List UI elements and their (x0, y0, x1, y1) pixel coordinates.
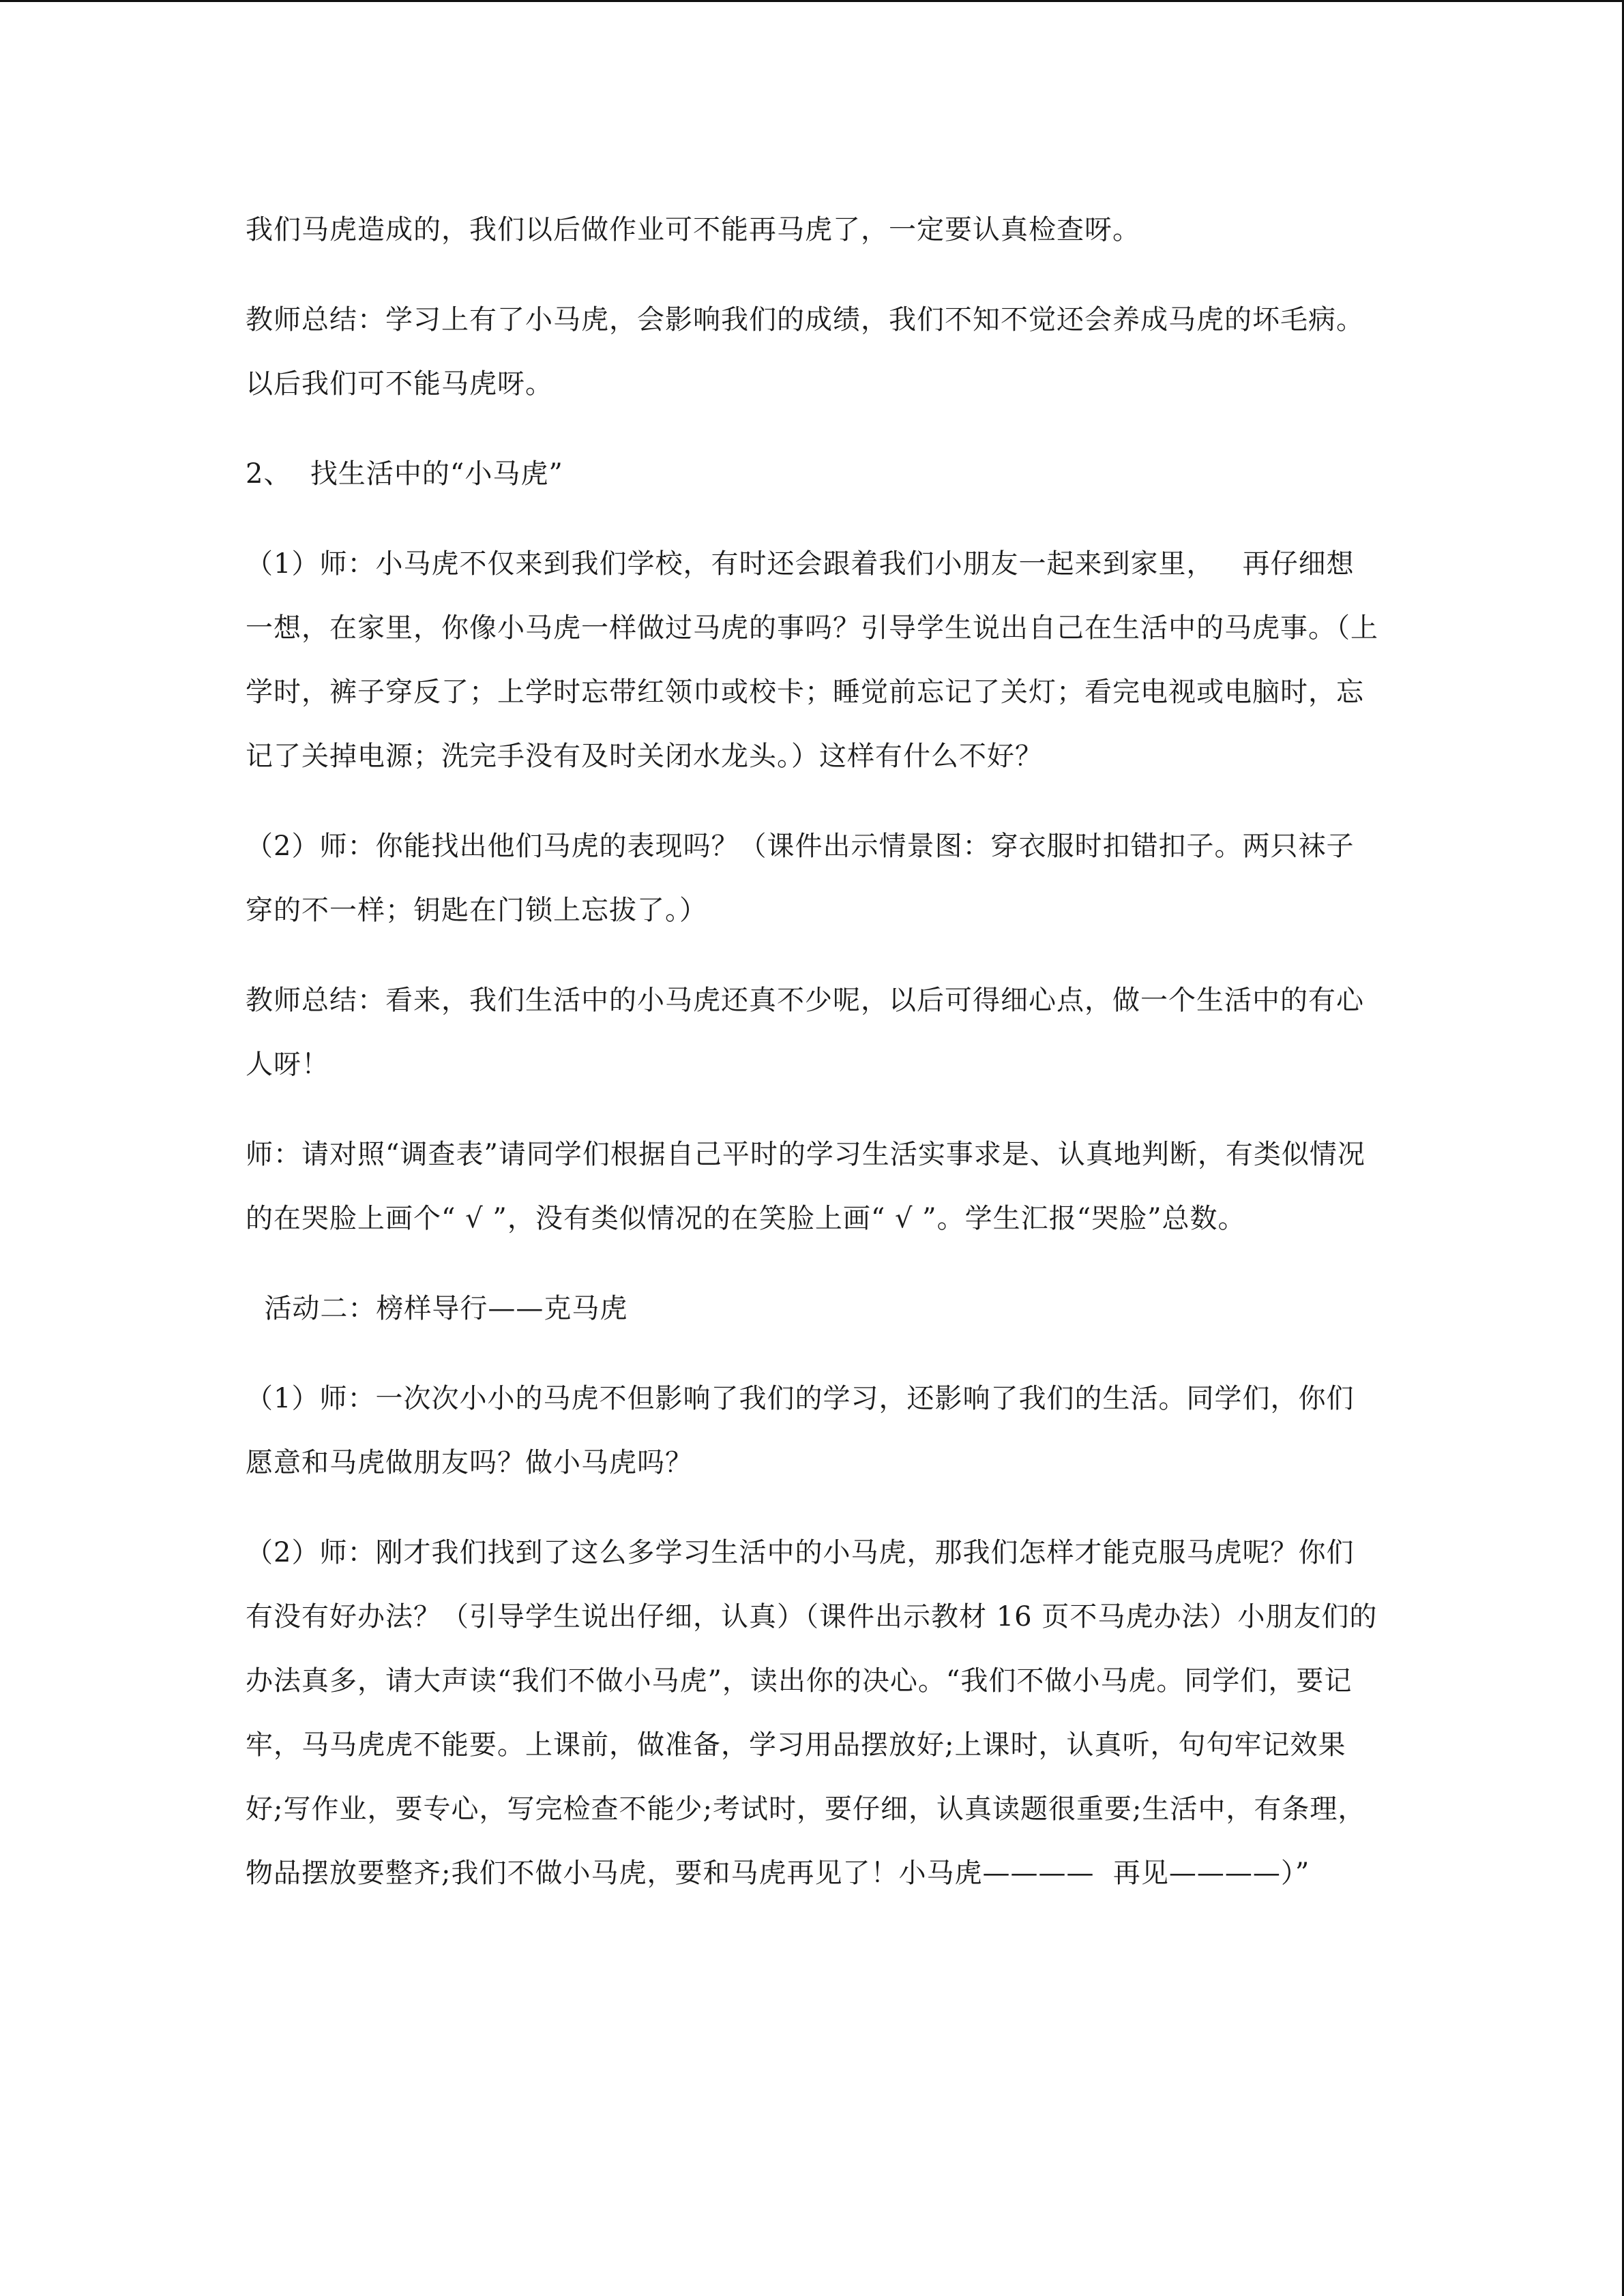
activity-two-heading: 活动二：榜样导行——克马虎 (246, 1293, 628, 1324)
section-heading-find-carelessness: 2、 找生活中的“小马虎” (246, 458, 563, 490)
paragraph-activity-2-item-2: （2）师：刚才我们找到了这么多学习生活中的小马虎，那我们怎样才能克服马虎呢？你们有没有好办法？（引导学生说出仔细，认真）（课件出示教材 16 页不马虎办法）小朋友们的办法真多，请大声读“我们不做小马虎”，读出你的决心。“我们不做小马虎。同学们，要记牢，马马虎虎不能要。上课前，做准备，学习用品摆放好;上课时，认真听，句句牢记效果好;写作业，要专心，写完检查不能少;考试时，要仔细，认真读题很重要;生活中，有条理，物品摆放要整齐;我们不做小马虎，要和马虎再见了！小马虎———— 再见————）” (246, 1537, 1378, 1889)
paragraph-teacher-summary-study: 教师总结：学习上有了小马虎，会影响我们的成绩，我们不知不觉还会养成马虎的坏毛病。以后我们可不能马虎呀。 (246, 304, 1364, 400)
paragraph-item-1-at-home: （1）师：小马虎不仅来到我们学校，有时还会跟着我们小朋友一起来到家里， 再仔细想一想，在家里，你像小马虎一样做过马虎的事吗？引导学生说出自己在生活中的马虎事。（上学时，裤子穿反了；上学时忘带红领巾或校卡；睡觉前忘记了关灯；看完电视或电脑时，忘记了关掉电源；洗完手没有及时关闭水龙头。）这样有什么不好？ (246, 548, 1378, 772)
paragraph-teacher-summary-life: 教师总结：看来，我们生活中的小马虎还真不少呢，以后可得细心点，做一个生活中的有心人呀！ (246, 985, 1364, 1080)
paragraph-careless-homework: 我们马虎造成的，我们以后做作业可不能再马虎了，一定要认真检查呀。 (246, 214, 1140, 245)
paragraph-activity-2-item-1: （1）师：一次次小小的马虎不但影响了我们的学习，还影响了我们的生活。同学们，你们愿意和马虎做朋友吗？做小马虎吗？ (246, 1383, 1355, 1478)
page-top-border (0, 0, 1624, 2)
document-page (246, 198, 1381, 1905)
paragraph-survey-instruction: 师：请对照“调查表”请同学们根据自己平时的学习生活实事求是、认真地判断，有类似情况的在哭脸上画个“ √ ”，没有类似情况的在笑脸上画“ √ ”。学生汇报“哭脸”总数。 (246, 1139, 1365, 1234)
paragraph-item-2-find-behaviors: （2）师：你能找出他们马虎的表现吗？（课件出示情景图：穿衣服时扣错扣子。两只袜子穿的不一样；钥匙在门锁上忘拔了。） (246, 831, 1355, 926)
